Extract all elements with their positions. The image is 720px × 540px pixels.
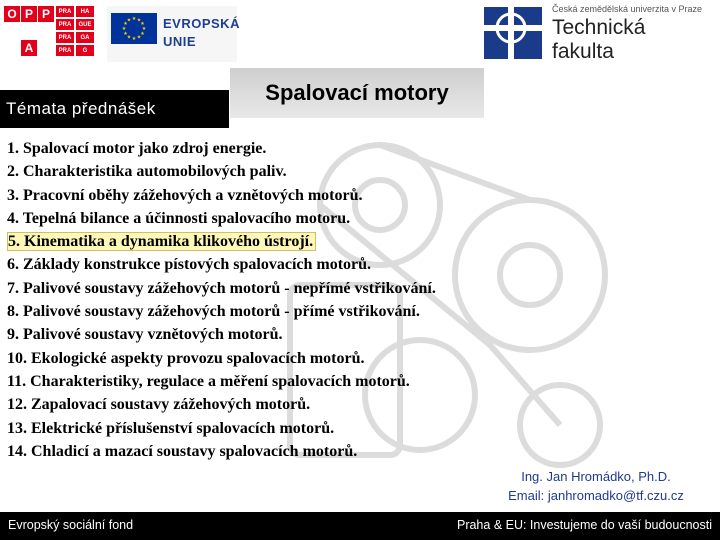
author-block bbox=[474, 467, 718, 505]
footer-right-text: Praha & EU: Investujeme do vaší budoucnosti bbox=[456, 518, 712, 532]
faculty-emblem-icon bbox=[484, 7, 542, 59]
author-email: Email: janhromadko@tf.czu.cz bbox=[508, 488, 684, 503]
svg-text:★: ★ bbox=[136, 34, 142, 41]
list-item: 9. Palivové soustavy vznětových motorů. bbox=[7, 326, 283, 344]
eu-text bbox=[163, 15, 240, 51]
svg-text:★: ★ bbox=[131, 16, 137, 22]
svg-text:★: ★ bbox=[126, 34, 132, 41]
list-item: 8. Palivové soustavy zážehových motorů - přímé vstřikování. bbox=[7, 303, 420, 321]
list-item: 7. Palivové soustavy zážehových motorů - nepřímé vstřikování. bbox=[7, 279, 436, 297]
svg-text:★: ★ bbox=[123, 31, 128, 37]
svg-text:★: ★ bbox=[131, 36, 137, 42]
svg-text:★: ★ bbox=[121, 26, 127, 32]
faculty-name-line2: fakulta bbox=[552, 40, 614, 63]
svg-text:★: ★ bbox=[140, 31, 145, 37]
praha-cell: GUE bbox=[76, 19, 94, 30]
list-item: 14. Chladicí a mazací soustavy spalovacích motorů. bbox=[7, 442, 358, 460]
praha-cell: PRA bbox=[56, 32, 74, 43]
faculty-university-name: Česká zemědělská univerzita v Praze bbox=[552, 4, 703, 14]
list-item-highlighted: 5. Kinematika a dynamika klikového ústrojí. bbox=[7, 230, 436, 253]
eu-text-line2: UNIE bbox=[163, 34, 197, 49]
footer-left-text: Evropský sociální fond bbox=[8, 518, 134, 532]
list-item: 1. Spalovací motor jako zdroj energie. bbox=[7, 140, 267, 157]
svg-text:★: ★ bbox=[136, 17, 142, 24]
list-item: 6. Základy konstrukce pístových spalovacích motorů. bbox=[7, 256, 372, 274]
faculty-name-line1: Technická bbox=[552, 16, 646, 39]
opp-praha-logo bbox=[4, 6, 104, 56]
praha-cell: HA bbox=[76, 6, 94, 17]
list-item: 3. Pracovní oběhy zážehových a vznětových motorů. bbox=[7, 186, 363, 204]
praha-cell: PRA bbox=[56, 6, 74, 17]
list-item: 11. Charakteristiky, regulace a měření spalovacích motorů. bbox=[7, 372, 410, 390]
praha-cell: G bbox=[76, 45, 94, 56]
faculty-logo bbox=[484, 4, 716, 66]
list-item: 12. Zapalovací soustavy zážehových motorů. bbox=[7, 396, 311, 414]
opp-letter: P bbox=[21, 6, 37, 22]
opp-letter: O bbox=[4, 6, 20, 22]
list-item: 10. Ekologické aspekty provozu spalovacích motorů. bbox=[7, 349, 365, 367]
footer-bar bbox=[0, 512, 720, 540]
topics-label: Témata přednášek bbox=[0, 90, 229, 128]
list-item: 2. Charakteristika automobilových paliv. bbox=[7, 163, 287, 181]
list-item: 13. Elektrické příslušenství spalovacích motorů. bbox=[7, 419, 335, 437]
slide-title: Spalovací motory bbox=[230, 68, 484, 118]
svg-text:★: ★ bbox=[140, 21, 145, 27]
eu-flag-icon bbox=[111, 13, 157, 44]
eu-logo bbox=[107, 6, 240, 62]
eu-text-line1: EVROPSKÁ bbox=[163, 16, 240, 31]
author-name: Ing. Jan Hromádko, Ph.D. bbox=[521, 469, 671, 484]
lecture-topics-list bbox=[7, 137, 436, 463]
opp-letter: P bbox=[38, 6, 54, 22]
praha-cell: PRA bbox=[56, 19, 74, 30]
praha-cell: PRA bbox=[56, 45, 74, 56]
svg-text:★: ★ bbox=[123, 21, 128, 27]
praha-cell: GA bbox=[76, 32, 94, 43]
svg-text:★: ★ bbox=[141, 26, 147, 32]
svg-text:★: ★ bbox=[126, 17, 132, 24]
opp-letter: A bbox=[21, 40, 37, 56]
list-item: 4. Tepelná bilance a účinnosti spalovacího motoru. bbox=[7, 209, 351, 227]
